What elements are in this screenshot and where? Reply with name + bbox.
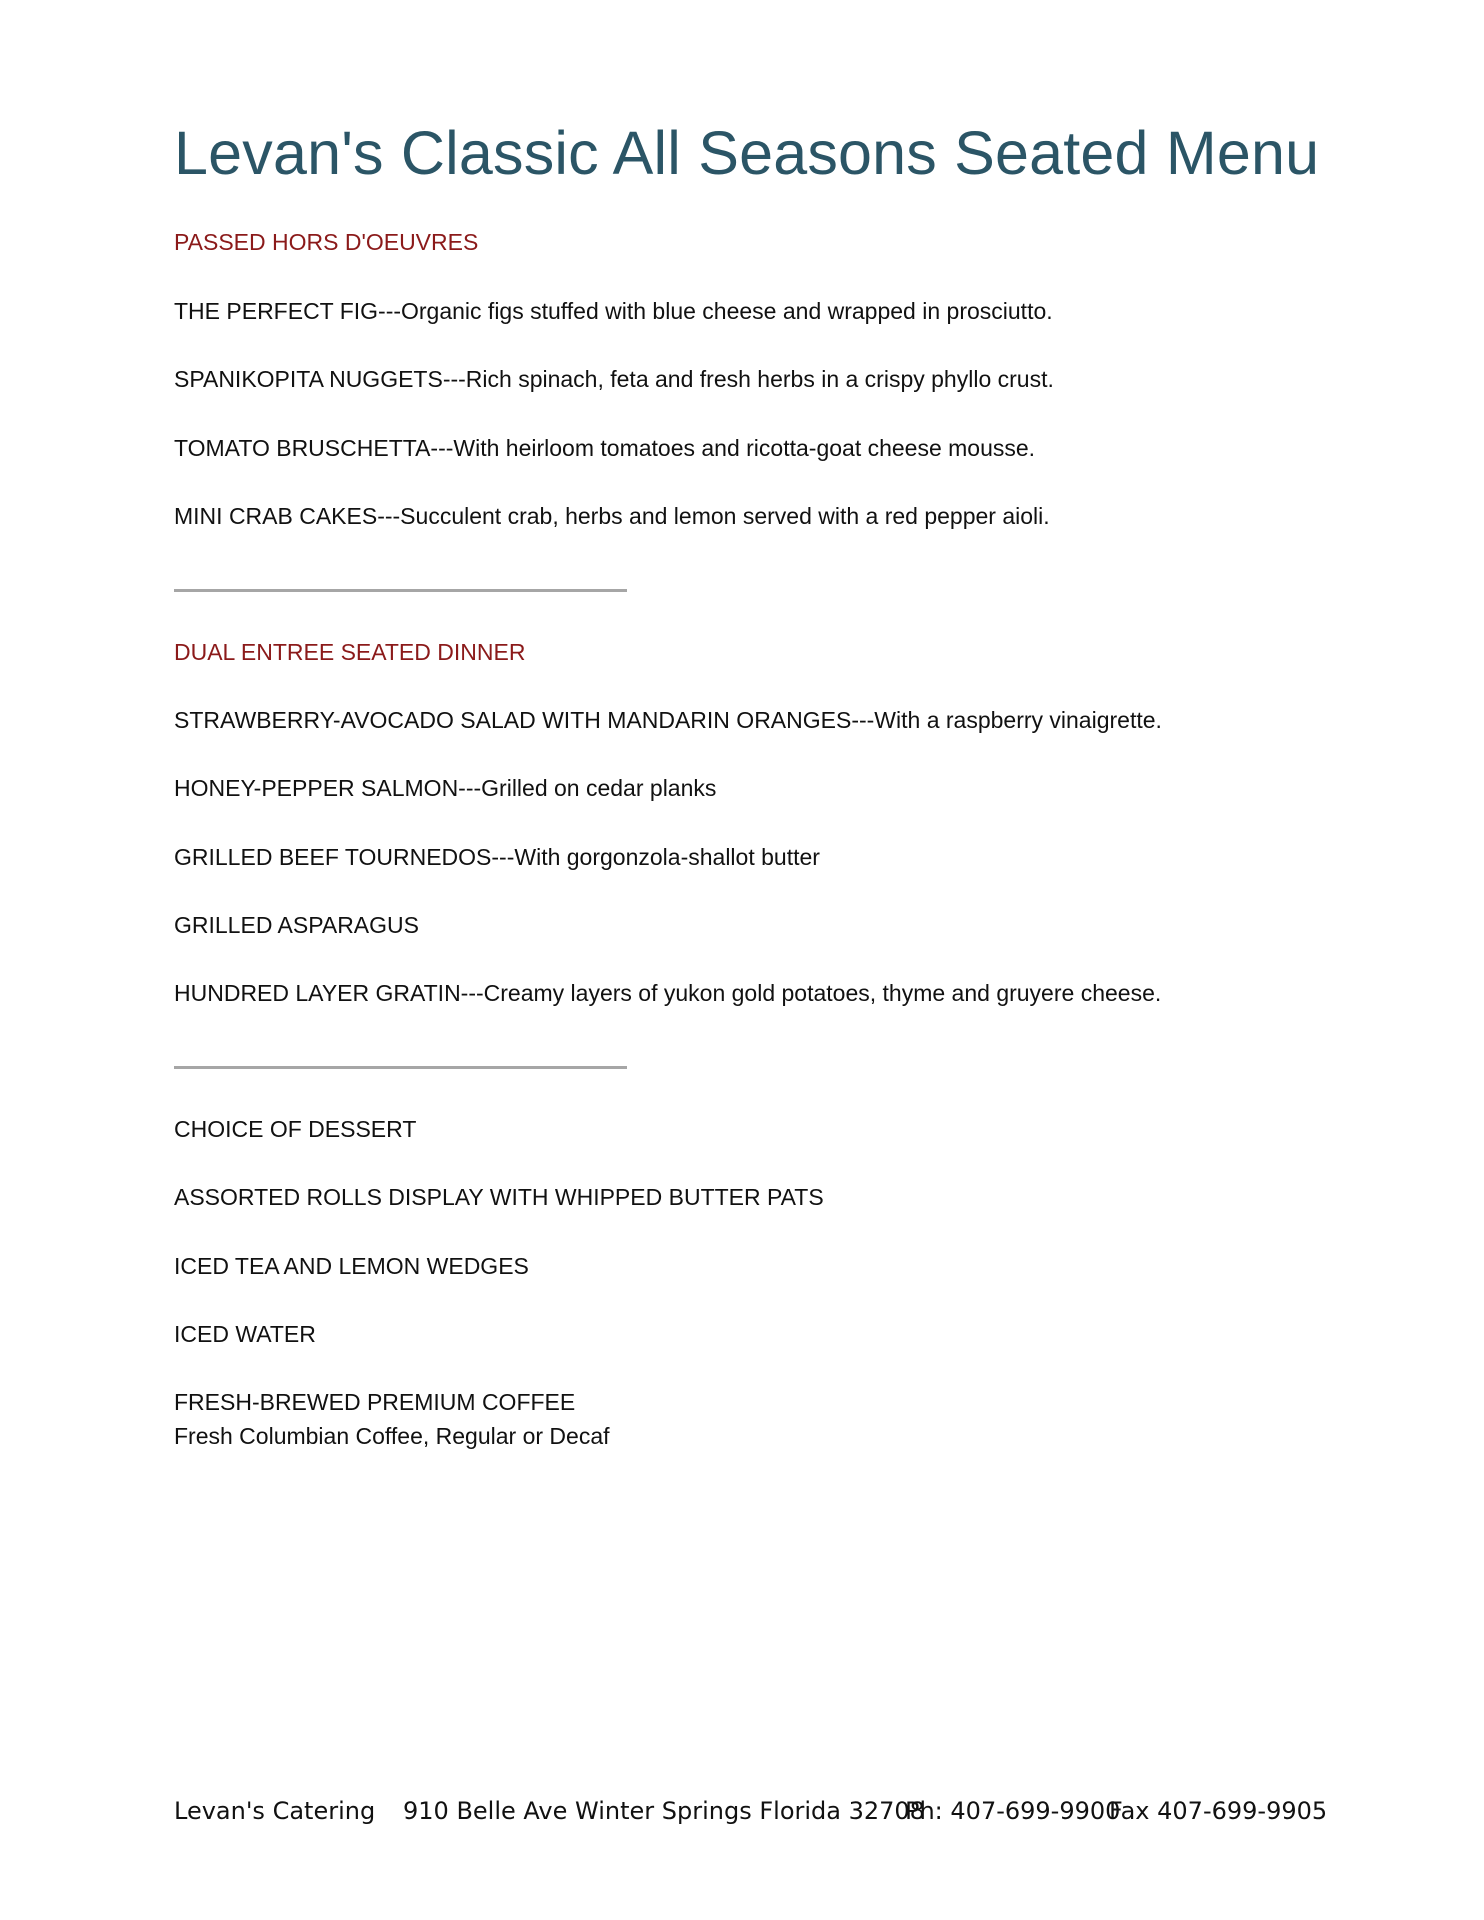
footer-fax: Fax 407-699-9905	[1109, 1797, 1328, 1825]
menu-item: ICED WATER	[174, 1321, 316, 1347]
page-title: Levan's Classic All Seasons Seated Menu	[174, 119, 1320, 187]
menu-item: ASSORTED ROLLS DISPLAY WITH WHIPPED BUTTER PATS	[174, 1184, 824, 1210]
section-divider	[174, 1066, 627, 1069]
menu-item: GRILLED BEEF TOURNEDOS---With gorgonzola-shallot butter	[174, 844, 820, 870]
section-heading-passed-hors: PASSED HORS D'OEUVRES	[174, 229, 479, 255]
menu-item: THE PERFECT FIG---Organic figs stuffed with blue cheese and wrapped in prosciutto.	[174, 298, 1053, 324]
menu-item: HUNDRED LAYER GRATIN---Creamy layers of yukon gold potatoes, thyme and gruyere cheese.	[174, 980, 1162, 1006]
menu-item: SPANIKOPITA NUGGETS---Rich spinach, feta and fresh herbs in a crispy phyllo crust.	[174, 366, 1054, 392]
menu-item: ICED TEA AND LEMON WEDGES	[174, 1253, 529, 1279]
section-divider	[174, 589, 627, 592]
menu-item: HONEY-PEPPER SALMON---Grilled on cedar planks	[174, 775, 717, 801]
menu-item: GRILLED ASPARAGUS	[174, 912, 419, 938]
footer-phone: Ph: 407-699-9900	[905, 1797, 1121, 1825]
footer-address: 910 Belle Ave Winter Springs Florida 32708	[403, 1797, 925, 1825]
menu-item: CHOICE OF DESSERT	[174, 1116, 417, 1142]
menu-item: FRESH-BREWED PREMIUM COFFEE	[174, 1389, 576, 1415]
menu-item: STRAWBERRY-AVOCADO SALAD WITH MANDARIN ORANGES---With a raspberry vinaigrette.	[174, 707, 1162, 733]
coffee-note: Fresh Columbian Coffee, Regular or Decaf	[174, 1423, 610, 1449]
menu-item: MINI CRAB CAKES---Succulent crab, herbs and lemon served with a red pepper aioli.	[174, 503, 1050, 529]
footer-company: Levan's Catering	[174, 1797, 376, 1825]
menu-item: TOMATO BRUSCHETTA---With heirloom tomatoes and ricotta-goat cheese mousse.	[174, 435, 1036, 461]
section-heading-dual-entree: DUAL ENTREE SEATED DINNER	[174, 639, 526, 665]
